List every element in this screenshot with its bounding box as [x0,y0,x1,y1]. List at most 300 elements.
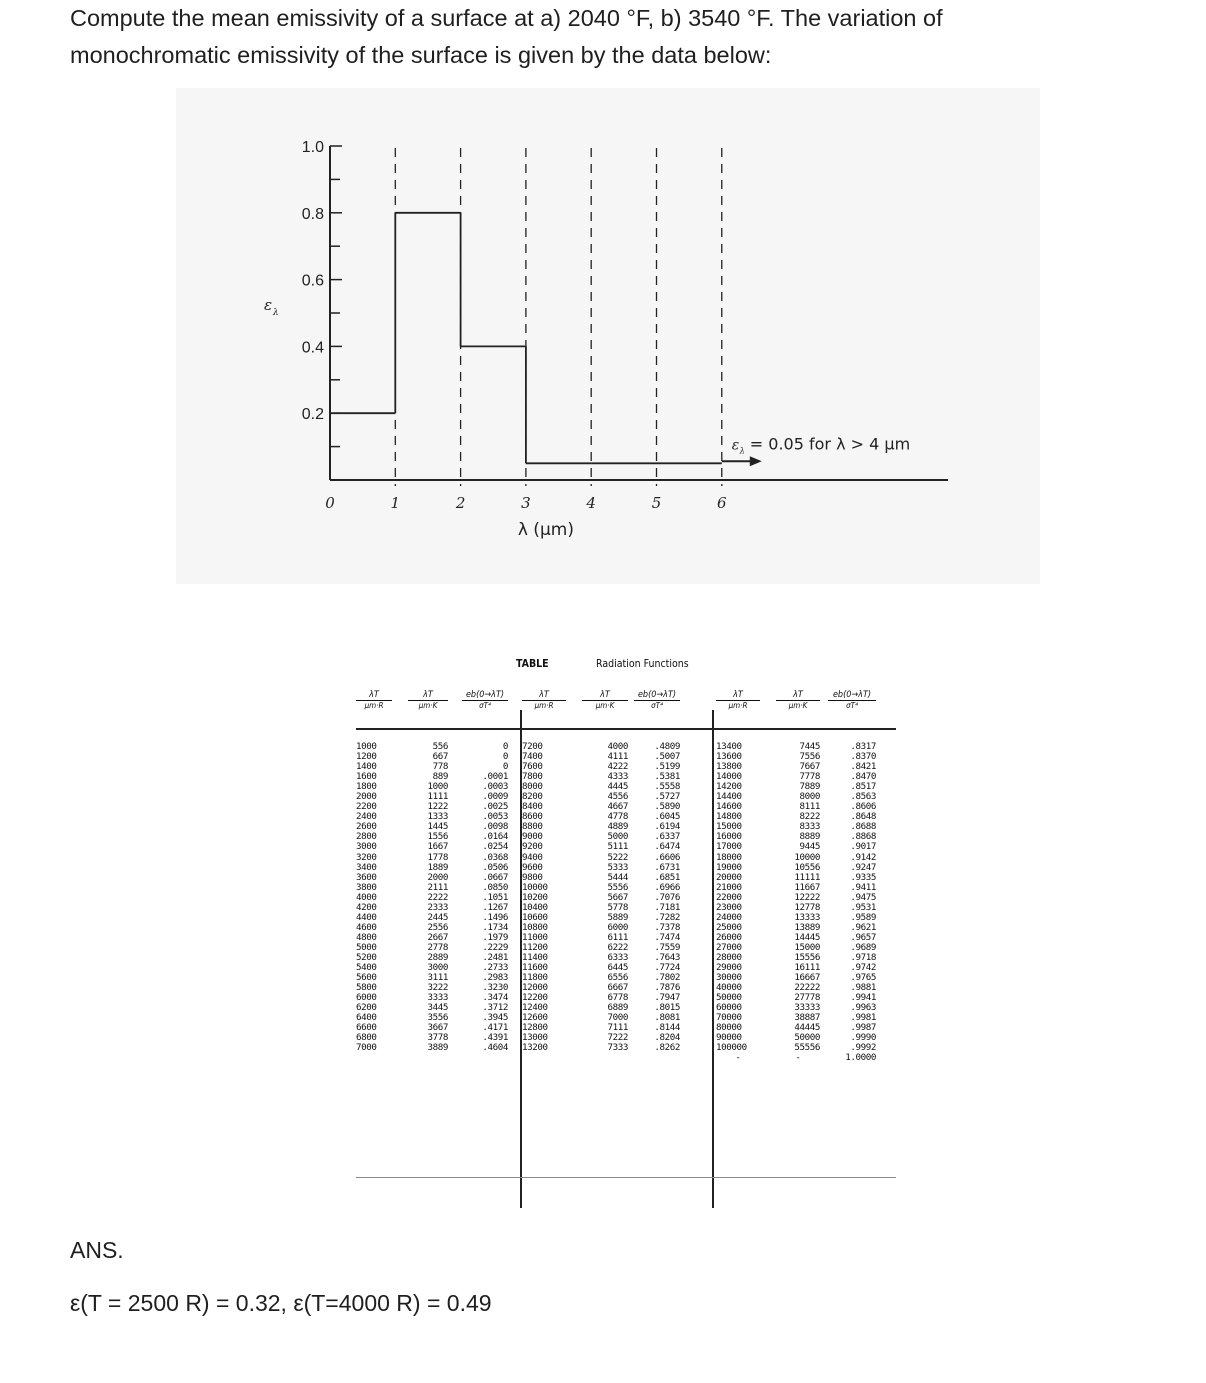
table-cell: .8081 [654,1012,680,1024]
table-cell: .4604 [482,1042,508,1054]
table-cell: .0025 [482,801,508,813]
table-header-row [356,658,896,674]
table-cell: 9200 [522,841,543,853]
table-cell: 30000 [716,972,742,984]
table-cell: 3000 [427,962,448,974]
table-cell: 4400 [356,911,377,923]
table-cell: 11111 [794,871,820,883]
table-cell: 14400 [716,791,742,803]
table-cell: 5111 [607,841,628,853]
table-cell: 8333 [799,821,820,833]
table-cell: 55556 [794,1042,820,1054]
table-cell: 7111 [607,1022,628,1034]
table-cell: .8606 [850,801,876,813]
table-cell: .1051 [482,891,508,903]
table-cell: .0506 [482,861,508,873]
table-cell: .9881 [850,982,876,994]
table-cell: .8370 [850,751,876,763]
table-cell: .9589 [850,911,876,923]
table-cell: .0098 [482,821,508,833]
table-cell: 4600 [356,921,377,933]
table-cell: 14445 [794,931,820,943]
table-cell: 2000 [427,871,448,883]
table-cell: 15000 [794,941,820,953]
table-cell: 3333 [427,992,448,1004]
table-cell: 5800 [356,982,377,994]
table-cell: .8470 [850,771,876,783]
table-cell: 4778 [607,811,628,823]
column-header-unit: μm·K [582,700,628,711]
table-cell: 2889 [427,951,448,963]
table-cell: 6400 [356,1012,377,1024]
table-cell: 556 [432,741,448,752]
table-cell: 70000 [716,1012,742,1024]
table-cell: 2800 [356,831,377,843]
table-cell: 8889 [799,831,820,843]
table-cell: 1000 [356,741,377,752]
table-cell: 2333 [427,901,448,913]
y-tick-label: 0.2 [301,406,324,424]
y-axis-label: ε [264,296,273,314]
table-cell: 27778 [794,992,820,1004]
column-header-symbol: eb(0→λT) [465,690,505,700]
table-cell: .8144 [654,1022,680,1034]
column-header [522,690,566,711]
table-cell: 12600 [522,1012,548,1024]
table-cell: .0254 [482,841,508,853]
table-cell: 0 [502,751,508,763]
table-cell: 3667 [427,1022,448,1034]
table-cell: .9981 [850,1012,876,1024]
table-cell: 1222 [427,801,448,813]
table-cell: 10556 [794,861,820,873]
y-tick-label: 0.8 [301,205,324,223]
table-cell: .8421 [850,761,876,773]
table-cell: 12000 [522,982,548,994]
table-cell: 10400 [522,901,548,913]
table-cell: 1800 [356,781,377,793]
column-header [582,690,628,711]
table-cell: .7802 [654,972,680,984]
table-cell: 3445 [427,1002,448,1014]
column-header-symbol: λT [793,690,803,700]
column-header-symbol: λT [539,690,549,700]
table-cell: .9990 [850,1032,876,1044]
table-cell: 1445 [427,821,448,833]
table-cell: .7474 [654,931,680,943]
table-cell: .9765 [850,972,876,984]
table-cell: 12222 [794,891,820,903]
table-cell: .9017 [850,841,876,853]
table-cell: 6556 [607,972,628,984]
table-cell: 9400 [522,851,543,863]
table-cell: 15556 [794,951,820,963]
table-cell: - [735,1052,741,1064]
x-tick-label: 1 [390,494,401,512]
table-cell: 33333 [794,1002,820,1014]
table-cell: 7333 [607,1042,628,1054]
table-cell: .2481 [482,951,508,963]
table-cell: 10200 [522,891,548,903]
table-cell: 7445 [799,741,820,752]
table-cell: - [795,1052,801,1064]
table-title: Radiation Functions [596,658,689,670]
table-cell: 4200 [356,901,377,913]
table-cell: .1267 [482,901,508,913]
table-cell: 4445 [607,781,628,793]
table-cell: 6200 [356,1002,377,1014]
table-cell: 10000 [794,851,820,863]
column-header [408,690,448,711]
table-cell: 10000 [522,881,548,893]
column-header-unit: μm·R [716,700,760,711]
table-cell: 15000 [716,821,742,833]
table-cell: 7222 [607,1032,628,1044]
table-cell: 6778 [607,992,628,1004]
table-cell: 8600 [522,811,543,823]
table-cell: 27000 [716,941,742,953]
column-header-unit: σT⁴ [462,700,508,711]
annotation-symbol: ε [731,437,740,454]
table-cell: 5333 [607,861,628,873]
table-cell: 60000 [716,1002,742,1014]
table-cell: .7643 [654,951,680,963]
table-cell: 5667 [607,891,628,903]
table-cell: 4222 [607,761,628,773]
table-cell: 2200 [356,801,377,813]
table-cell: 5889 [607,911,628,923]
table-cell: 778 [432,761,448,773]
table-cell: .8262 [654,1042,680,1054]
table-cell: 10600 [522,911,548,923]
x-axis-label: λ (μm) [517,520,574,540]
column-header [356,690,392,711]
table-cell: .9718 [850,951,876,963]
table-cell: 16000 [716,831,742,843]
table-cell: 4111 [607,751,628,763]
table-cell: .0667 [482,871,508,883]
table-cell: 8000 [522,781,543,793]
table-cell: .5007 [654,751,680,763]
table-cell: .2983 [482,972,508,984]
table-cell: 50000 [794,1032,820,1044]
table-cell: 2667 [427,931,448,943]
table-cell: .9411 [850,881,876,893]
table-cell: 8222 [799,811,820,823]
table-cell: 10800 [522,921,548,933]
table-cell: 3222 [427,982,448,994]
table-column [356,742,392,1053]
bottom-rule [356,1177,896,1178]
table-cell: .7282 [654,911,680,923]
table-cell: 8000 [799,791,820,803]
table-cell: 3400 [356,861,377,873]
table-cell: 11667 [794,881,820,893]
y-tick-label: 0.4 [301,339,324,357]
column-header-unit: μm·R [522,700,566,711]
table-cell: 80000 [716,1022,742,1034]
header-rule-top [356,680,896,682]
table-cell: .4809 [654,741,680,752]
annotation-arrowhead [750,456,762,466]
table-cell: 50000 [716,992,742,1004]
table-cell: .8517 [850,781,876,793]
table-cell: .0164 [482,831,508,843]
annotation-subscript: λ [739,446,745,456]
table-cell: 4800 [356,931,377,943]
table-cell: 5400 [356,962,377,974]
table-cell: 13889 [794,921,820,933]
table-cell: 28000 [716,951,742,963]
table-cell: 6445 [607,962,628,974]
x-tick-label: 5 [651,494,662,512]
table-cell: 6800 [356,1032,377,1044]
column-header-unit: μm·K [408,700,448,711]
table-cell: .8648 [850,811,876,823]
table-cell: .9657 [850,931,876,943]
table-cell: .9742 [850,962,876,974]
table-cell: .9963 [850,1002,876,1014]
table-cell: .3474 [482,992,508,1004]
table-cell: 9445 [799,841,820,853]
table-cell: 2600 [356,821,377,833]
table-cell: 1556 [427,831,448,843]
table-cell: .8015 [654,1002,680,1014]
table-cell: .9987 [850,1022,876,1034]
table-cell: 29000 [716,962,742,974]
y-axis-label-subscript: λ [273,308,279,318]
table-cell: 8400 [522,801,543,813]
table-column [408,742,448,1053]
table-cell: .3230 [482,982,508,994]
table-cell: 7556 [799,751,820,763]
table-cell: 7400 [522,751,543,763]
y-tick-label: 0.6 [301,272,324,290]
table-cell: 3111 [427,972,448,984]
table-cell: 2778 [427,941,448,953]
table-cell: .6606 [654,851,680,863]
table-cell: 7889 [799,781,820,793]
table-cell: 6600 [356,1022,377,1034]
table-cell: .5558 [654,781,680,793]
table-cell: 16111 [794,962,820,974]
table-cell: 6333 [607,951,628,963]
table-cell: .6337 [654,831,680,843]
table-cell: 14800 [716,811,742,823]
table-cell: 100000 [716,1042,747,1054]
table-cell: .4391 [482,1032,508,1044]
annotation-text: = 0.05 for λ > 4 μm [749,434,911,454]
table-cell: 14200 [716,781,742,793]
x-tick-label: 4 [586,494,596,512]
table-cell: .7947 [654,992,680,1004]
table-cell: 8800 [522,821,543,833]
table-cell: 667 [432,751,448,763]
question-line-1: Compute the mean emissivity of a surface at a) 2040 °F, b) 3540 °F. The variation of [70,5,943,31]
table-cell: 44445 [794,1022,820,1034]
table-cell: 8111 [799,801,820,813]
column-header-symbol: λT [733,690,743,700]
table-cell: 3556 [427,1012,448,1024]
table-cell: .7181 [654,901,680,913]
table-cell: .0368 [482,851,508,863]
table-cell: .6966 [654,881,680,893]
table-cell: 3600 [356,871,377,883]
table-cell: 3200 [356,851,377,863]
table-cell: 9600 [522,861,543,873]
x-tick-label: 6 [717,494,727,512]
table-cell: 13800 [716,761,742,773]
table-cell: 1.0000 [845,1052,876,1064]
column-separator [712,710,714,1208]
table-cell: 19000 [716,861,742,873]
table-cell: .8204 [654,1032,680,1044]
table-column [776,742,820,1064]
table-cell: 20000 [716,871,742,883]
table-cell: 1333 [427,811,448,823]
column-header [776,690,820,711]
table-cell: 2445 [427,911,448,923]
table-cell: 5444 [607,871,628,883]
table-cell: 5000 [607,831,628,843]
table-cell: 22000 [716,891,742,903]
table-cell: 5222 [607,851,628,863]
table-column [462,742,508,1053]
table-cell: 12400 [522,1002,548,1014]
table-columns [356,680,896,1180]
table-cell: 16667 [794,972,820,984]
table-cell: .9531 [850,901,876,913]
table-cell: .9475 [850,891,876,903]
table-cell: 17000 [716,841,742,853]
table-cell: 1600 [356,771,377,783]
table-cell: .9689 [850,941,876,953]
table-cell: 13333 [794,911,820,923]
table-cell: 4000 [356,891,377,903]
question-text [70,0,1150,74]
table-cell: .1496 [482,911,508,923]
table-cell: 13000 [522,1032,548,1044]
table-cell: .3712 [482,1002,508,1014]
table-cell: 11600 [522,962,548,974]
table-cell: 6000 [607,921,628,933]
table-cell: 5778 [607,901,628,913]
table-cell: .6731 [654,861,680,873]
table-cell: 14000 [716,771,742,783]
table-cell: .5381 [654,771,680,783]
table-cell: 18000 [716,851,742,863]
column-header [716,690,760,711]
table-caption: TABLE [516,658,549,670]
table-cell: .8688 [850,821,876,833]
column-header [462,690,508,711]
table-cell: .7076 [654,891,680,903]
table-cell: 11400 [522,951,548,963]
table-cell: 1200 [356,751,377,763]
table-cell: 889 [432,771,448,783]
table-cell: 7778 [799,771,820,783]
table-cell: .1979 [482,931,508,943]
table-cell: 13200 [522,1042,548,1054]
table-cell: .2733 [482,962,508,974]
table-cell: 7200 [522,741,543,752]
table-cell: 11800 [522,972,548,984]
column-header-symbol: eb(0→λT) [637,690,677,700]
table-cell: 9000 [522,831,543,843]
table-cell: 4333 [607,771,628,783]
table-cell: 23000 [716,901,742,913]
table-cell: .7876 [654,982,680,994]
table-cell: 2400 [356,811,377,823]
table-cell: .2229 [482,941,508,953]
table-cell: 12200 [522,992,548,1004]
table-column [716,742,760,1064]
table-cell: 22222 [794,982,820,994]
table-cell: .9247 [850,861,876,873]
table-cell: 12778 [794,901,820,913]
table-cell: 5000 [356,941,377,953]
table-cell: 4000 [607,741,628,752]
table-cell: .6045 [654,811,680,823]
table-cell: .9992 [850,1042,876,1054]
table-cell: .8317 [850,741,876,752]
table-cell: 5600 [356,972,377,984]
table-cell: .9941 [850,992,876,1004]
table-cell: 0 [502,741,508,752]
table-cell: 11000 [522,931,548,943]
column-header-unit: σT⁴ [634,700,680,711]
table-column [522,742,566,1053]
table-cell: 4667 [607,801,628,813]
table-cell: 11200 [522,941,548,953]
x-tick-label: 3 [521,494,531,512]
table-cell: .0053 [482,811,508,823]
table-cell: 2111 [427,881,448,893]
table-cell: 8200 [522,791,543,803]
table-cell: 1000 [427,781,448,793]
table-cell: 4556 [607,791,628,803]
table-cell: .9142 [850,851,876,863]
table-cell: 1111 [427,791,448,803]
table-cell: 2000 [356,791,377,803]
table-cell: 12800 [522,1022,548,1034]
table-cell: 1400 [356,761,377,773]
table-cell: .0009 [482,791,508,803]
table-cell: .9335 [850,871,876,883]
table-cell: 9800 [522,871,543,883]
table-cell: 6111 [607,931,628,943]
table-cell: .3945 [482,1012,508,1024]
table-cell: 14600 [716,801,742,813]
table-cell: 40000 [716,982,742,994]
table-cell: 3000 [356,841,377,853]
emissivity-figure [176,88,1040,584]
table-column [634,742,680,1053]
table-cell: 7000 [356,1042,377,1054]
table-cell: 3778 [427,1032,448,1044]
column-header-symbol: λT [600,690,610,700]
table-cell: .0001 [482,771,508,783]
table-cell: .5199 [654,761,680,773]
table-cell: 25000 [716,921,742,933]
table-cell: .6851 [654,871,680,883]
table-cell: .4171 [482,1022,508,1034]
table-cell: 3889 [427,1042,448,1054]
column-header-unit: σT⁴ [828,700,876,711]
table-cell: 2222 [427,891,448,903]
table-column [828,742,876,1064]
table-cell: 90000 [716,1032,742,1044]
